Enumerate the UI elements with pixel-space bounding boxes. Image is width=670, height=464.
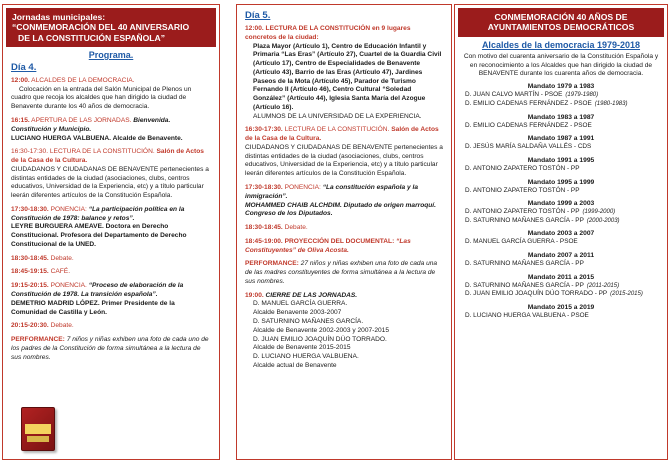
event-lectura-2 bbox=[245, 126, 443, 179]
alcaldes-panel bbox=[454, 4, 668, 460]
event-text: ALUMNOS DE LA UNIVERSIDAD DE LA EXPERIENCIA. bbox=[253, 112, 422, 120]
mandate-mayor bbox=[455, 290, 667, 299]
event-time: 12:00. bbox=[11, 76, 30, 84]
closer-name: D. MANUEL GARCÍA GUERRA. bbox=[253, 300, 348, 308]
event-text: CIUDADANOS Y CIUDADANAS DE BENAVENTE pertenecientes a distintas entidades de la ciudad (asociaciones, clubs, centros educativos, Universidad de la Experiencia, etc) y a título particular leerán diferentes artículos de la Constitución Española. bbox=[11, 165, 209, 200]
mandate-block bbox=[455, 230, 667, 247]
event-cafe bbox=[11, 268, 211, 277]
mayor-name: D. SATURNINO MAÑANES GARCÍA - PP bbox=[465, 216, 584, 224]
event-cierre bbox=[245, 292, 443, 371]
constitution-book-icon bbox=[21, 407, 55, 451]
event-place: Salón de Actos de la Casa de la Cultura. bbox=[11, 148, 204, 165]
event-places: Plaza Mayor (Artículo 1), Centro de Educación Infantil y Primaria “Las Eras” (Artículo 27), Cuartel de la Guardia Civil (Artículo 17), Centro de Especialidades de Benavente (Artículo 43), Barrio de las Eras (Artículo 47), Jardines Paseos de la Mota (Artículo 45), Parador de Turismo Fernando II (Artículo 46), Centro Cultural “Soledad González” (Artículo 44), Iglesia Santa María del Azogue (Artículo 16). bbox=[253, 42, 442, 111]
mayor-name: D. SATURNINO MAÑANES GARCÍA - PP bbox=[465, 260, 584, 268]
closer-name: D. JUAN EMILIO JOAQUÍN DÚO TORRADO. bbox=[253, 335, 387, 343]
event-time: 12:00. bbox=[245, 25, 264, 32]
event-subtitle: “La constitución española y la inmigración”. bbox=[245, 184, 418, 200]
mandate-mayor bbox=[455, 100, 667, 109]
event-debate-3 bbox=[245, 224, 443, 233]
header-line-2: AYUNTAMIENTOS DEMOCRÁTICOS bbox=[487, 22, 635, 33]
event-title: LECTURA DE LA CONSTITUCIÓN. bbox=[49, 148, 155, 156]
event-title: PONENCIA: bbox=[284, 184, 321, 192]
closer-name: D. SATURNINO MAÑANES GARCÍA. bbox=[253, 317, 364, 325]
mayor-term-note: (1980-1983) bbox=[594, 100, 628, 107]
mandate-mayor bbox=[455, 217, 667, 226]
mayor-name: D. LUCIANO HUERGA VALBUENA - PSOE bbox=[465, 311, 589, 319]
mandate-heading: Mandato 1987 a 1991 bbox=[527, 135, 595, 143]
mayor-term-note: (1979-1980) bbox=[565, 92, 599, 99]
event-lectura-lugares bbox=[245, 25, 443, 121]
closer-role: Alcalde Benavente 2003-2007 bbox=[253, 309, 342, 317]
event-alcaldes bbox=[11, 77, 211, 112]
mandate-heading: Mandato 2015 a 2019 bbox=[527, 303, 595, 311]
mandate-mayor bbox=[455, 312, 667, 321]
mandate-block bbox=[455, 83, 667, 108]
mayor-name: D. ANTONIO ZAPATERO TOSTÓN - PP bbox=[465, 164, 580, 172]
closer-item bbox=[245, 318, 443, 336]
closer-item bbox=[245, 300, 443, 318]
mandate-mayor bbox=[455, 165, 667, 174]
mandate-block bbox=[455, 157, 667, 174]
event-apertura bbox=[11, 117, 211, 143]
event-subtitle: “La participación política en la Constitución de 1978: balance y retos”. bbox=[11, 205, 185, 222]
event-person: LUCIANO HUERGA VALBUENA. Alcalde de Benavente. bbox=[11, 134, 183, 142]
event-debate-1 bbox=[11, 255, 211, 264]
mandate-mayor bbox=[455, 238, 667, 247]
event-person: DEMETRIO MADRID LÓPEZ. Primer Presidente de la Comunidad de Castilla y León. bbox=[11, 299, 175, 316]
mandate-heading: Mandato 1999 a 2003 bbox=[527, 200, 595, 208]
mandate-heading: Mandato 2003 a 2007 bbox=[527, 230, 595, 238]
event-performance bbox=[11, 336, 211, 362]
performance-text: 27 niños y niñas exhiben una foto de cada una de las madres constituyentes de forma simultánea a la lectura de sus nombres. bbox=[245, 260, 438, 285]
closers-list bbox=[245, 300, 443, 370]
event-documental bbox=[245, 238, 443, 256]
alcaldes-title: Alcaldes de la democracia 1979-2018 bbox=[481, 39, 641, 50]
event-time: 20:15-20:30. bbox=[11, 322, 49, 330]
event-time: 18:45-19:15. bbox=[11, 268, 49, 276]
event-text: CIUDADANOS Y CIUDADANAS DE BENAVENTE pertenecientes a distintas entidades de la ciudad (asociaciones, clubs, centros educativos, Universidad de la Experiencia, etc) y a título particular leerán diferentes artículos de la Constitución Española. bbox=[245, 143, 443, 178]
jornadas-header bbox=[6, 8, 216, 47]
closer-item bbox=[245, 353, 443, 371]
mayor-name: D. MANUEL GARCÍA GUERRA - PSOE bbox=[465, 238, 578, 246]
day-5-title: Día 5. bbox=[245, 10, 271, 21]
mandate-block bbox=[455, 179, 667, 196]
event-debate-2 bbox=[11, 322, 211, 331]
event-time: 19:15-20:15. bbox=[11, 282, 49, 290]
event-title: APERTURA DE LAS JORNADAS. bbox=[31, 117, 132, 124]
day-4-title: Día 4. bbox=[11, 61, 37, 73]
mandate-heading: Mandato 1979 a 1983 bbox=[527, 83, 595, 91]
event-subtitle: Bienvenida. Constitución y Municipio. bbox=[11, 117, 171, 133]
event-title: PONENCIA. bbox=[50, 282, 87, 290]
event-time: 18:45-19:00. bbox=[245, 237, 283, 245]
event-performance-2 bbox=[245, 260, 443, 286]
event-time: 18:30-18:45. bbox=[11, 254, 49, 262]
event-subtitle: “Las Constituyentes” de Oliva Acosta. bbox=[245, 237, 411, 254]
event-title: PROYECCIÓN DEL DOCUMENTAL: bbox=[284, 237, 395, 245]
mayor-name: D. JUAN CALVO MARTÍN - PSOE bbox=[465, 91, 563, 99]
mandate-mayor bbox=[455, 208, 667, 217]
event-time: 17:30-18:30. bbox=[11, 205, 49, 213]
mandate-heading: Mandato 1995 a 1999 bbox=[527, 178, 595, 186]
event-title: LECTURA DE LA CONSTITUCIÓN. bbox=[284, 126, 390, 134]
mayor-name: D. ANTONIO ZAPATERO TOSTÓN - PP bbox=[465, 186, 580, 194]
mandate-mayor bbox=[455, 122, 667, 131]
closer-role: Alcalde de Benavente 2002-2003 y 2007-2015 bbox=[253, 326, 390, 334]
event-text: Colocación en la entrada del Salón Municipal de Plenos un cuadro que recoja los alcaldes que han dirigido la ciudad de Benavente durante los 40 años de democracia. bbox=[11, 85, 192, 111]
event-ponencia-1 bbox=[11, 206, 211, 250]
event-time: 19:00. bbox=[245, 291, 264, 299]
event-time: 18:30-18:45. bbox=[245, 224, 283, 232]
mayor-name: D. JUAN EMILIO JOAQUÍN DÚO TORRADO - PP bbox=[465, 290, 608, 298]
mandate-mayor bbox=[455, 91, 667, 100]
mandate-block bbox=[455, 274, 667, 299]
event-title: ALCALDES DE LA DEMOCRACIA. bbox=[31, 76, 135, 84]
closer-role: Alcalde actual de Benavente bbox=[253, 361, 337, 369]
event-place: Salón de Actos de la Casa de la Cultura. bbox=[245, 126, 439, 143]
alcaldes-intro: Con motivo del cuarenta aniversario de la Constitución Española y en reconocimiento a los Alcaldes que han dirigido la ciudad de BENAVENTE durante los cuarenta años de democracia. bbox=[463, 52, 659, 78]
mandate-block bbox=[455, 114, 667, 131]
mayor-name: D. EMILIO CADENAS FERNÁNDEZ - PSOE bbox=[465, 121, 592, 129]
event-ponencia-3 bbox=[245, 184, 443, 219]
program-day5-panel bbox=[236, 4, 452, 460]
event-ponencia-2 bbox=[11, 282, 211, 317]
closer-name: D. LUCIANO HUERGA VALBUENA. bbox=[253, 353, 359, 361]
event-title: Debate. bbox=[50, 322, 74, 330]
event-time: 16:30-17:30. bbox=[11, 148, 49, 156]
mandate-heading: Mandato 2011 a 2015 bbox=[527, 273, 595, 281]
header-line-1: Jornadas municipales: bbox=[12, 12, 106, 22]
mayor-name: D. JESÚS MARÍA SALDAÑA VALLÉS - CDS bbox=[465, 143, 592, 151]
programa-title: Programa. bbox=[88, 49, 134, 60]
mayor-name: D. SATURNINO MAÑANES GARCÍA - PP bbox=[465, 281, 584, 289]
mandates-list bbox=[455, 83, 667, 320]
event-title: Debate. bbox=[284, 224, 308, 232]
header-line-3: DE LA CONSTITUCIÓN ESPAÑOLA” bbox=[18, 32, 166, 43]
event-title: CIERRE DE LAS JORNADAS. bbox=[265, 291, 358, 299]
performance-label: PERFORMANCE: bbox=[245, 260, 299, 268]
mayor-term-note: (2015-2015) bbox=[610, 291, 643, 298]
mayor-term-note: (2011-2015) bbox=[586, 282, 620, 289]
event-time: 16:15. bbox=[11, 117, 30, 124]
mayor-name: D. ANTONIO ZAPATERO TOSTÓN - PP bbox=[465, 208, 580, 216]
event-time: 16:30-17:30. bbox=[245, 126, 283, 134]
event-time: 17:30-18:30. bbox=[245, 184, 283, 192]
mandate-mayor bbox=[455, 187, 667, 196]
mayor-name: D. EMILIO CADENAS FERNÁNDEZ - PSOE bbox=[465, 99, 592, 107]
mandate-heading: Mandato 1983 a 1987 bbox=[527, 113, 595, 121]
mandate-block bbox=[455, 252, 667, 269]
mayor-term-note: (2000-2003) bbox=[586, 217, 620, 224]
event-title: LECTURA DE LA CONSTITUCIÓN en 9 lugares concretos de la ciudad: bbox=[245, 25, 411, 41]
event-person: MOHAMMED CHAIB ALCHDIM. Diputado de origen marroquí. Congreso de los Diputados. bbox=[245, 201, 436, 218]
mandate-mayor bbox=[455, 260, 667, 269]
mandate-block bbox=[455, 200, 667, 225]
mandate-heading: Mandato 1991 a 1995 bbox=[527, 156, 595, 164]
performance-label: PERFORMANCE: bbox=[11, 336, 65, 344]
event-person: LEYRE BURGUERA AMEAVE. Doctora en Derecho Constitucional. Profesora del Departamento de Derecho Constitucional de la UNED. bbox=[11, 223, 187, 248]
closer-role: Alcalde de Benavente 2015-2015 bbox=[253, 344, 351, 352]
header-line-2: “CONMEMORACIÓN DEL 40 ANIVERSARIO bbox=[12, 22, 190, 33]
performance-text: 7 niños y niñas exhiben una foto de cada uno de los padres de la Constitución de forma simultánea a la lectura de sus nombres. bbox=[11, 336, 209, 361]
conmemoracion-header bbox=[458, 8, 664, 37]
event-title: PONENCIA: bbox=[50, 205, 87, 213]
closer-item bbox=[245, 336, 443, 354]
event-subtitle: “Proceso de elaboración de la Constitución de 1978. La transición española”. bbox=[11, 282, 184, 299]
mandate-block bbox=[455, 304, 667, 321]
program-day4-panel bbox=[2, 4, 220, 460]
header-line-1: CONMEMORACIÓN 40 AÑOS DE bbox=[494, 12, 628, 22]
event-title: CAFÉ. bbox=[50, 268, 71, 276]
event-title: Debate. bbox=[50, 254, 74, 262]
mandate-mayor bbox=[455, 143, 667, 152]
event-lectura bbox=[11, 148, 211, 201]
mayor-term-note: (1999-2000) bbox=[582, 209, 616, 216]
mandate-block bbox=[455, 135, 667, 152]
mandate-heading: Mandato 2007 a 2011 bbox=[527, 252, 595, 260]
